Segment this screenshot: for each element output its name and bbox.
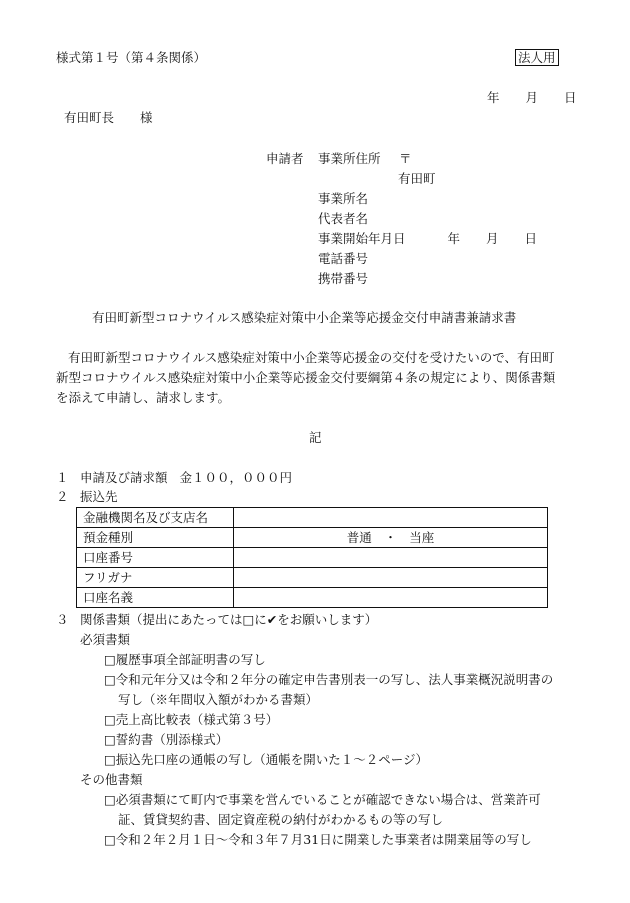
addressee-name: 有田町長	[64, 110, 115, 125]
section-1	[80, 470, 292, 486]
deposit-type-value[interactable]: 普通 ・ 当座	[234, 528, 548, 548]
required-item-2-cont: 写し（※年間収入額がわかる書類）	[118, 692, 319, 707]
body-line-1: 有田町新型コロナウイルス感染症対策中小企業等応援金の交付を受けたいので、有田町	[68, 350, 555, 365]
section-3-label: 関係書類（提出にあたっては□に✔をお願いします）	[80, 612, 378, 627]
body-line-2: 新型コロナウイルス感染症対策中小企業等応援金交付要綱第４条の規定により、関係書類	[56, 370, 556, 385]
required-item-4[interactable]: □誓約書（別添様式）	[104, 732, 229, 747]
phone-label: 電話番号	[318, 251, 369, 266]
account-number-label: 口座番号	[77, 548, 234, 568]
account-number-value[interactable]	[234, 548, 548, 568]
representative-label: 代表者名	[318, 211, 369, 226]
date-day: 日	[564, 90, 577, 105]
required-item-1[interactable]: □履歴事項全部証明書の写し	[104, 652, 266, 667]
bank-name-label: 金融機関名及び支店名	[77, 508, 234, 528]
mobile-label: 携帯番号	[318, 271, 369, 286]
bank-account-table	[76, 507, 548, 608]
account-holder-label: 口座名義	[77, 588, 234, 608]
document-title: 有田町新型コロナウイルス感染症対策中小企業等応援金交付申請書兼請求書	[92, 310, 517, 325]
form-number: 様式第１号（第４条関係）	[56, 50, 207, 65]
other-item-1-cont: 証、賃貸契約書、固定資産税の納付がわかるもの等の写し	[118, 812, 444, 827]
deposit-type-label: 預金種別	[77, 528, 234, 548]
addressee-honorific: 様	[140, 110, 153, 125]
applicant-label: 申請者	[266, 151, 304, 166]
bank-name-value[interactable]	[234, 508, 548, 528]
business-start-line	[318, 231, 537, 247]
section-2-label: 振込先	[80, 489, 118, 504]
table-row	[77, 588, 548, 608]
required-item-5[interactable]: □振込先口座の通帳の写し（通帳を開いた１～２ページ）	[104, 752, 429, 767]
table-row	[77, 508, 548, 528]
date-year: 年	[487, 90, 500, 105]
furigana-value[interactable]	[234, 568, 548, 588]
business-start-label: 事業開始年月日	[318, 231, 406, 246]
start-month: 月	[486, 231, 499, 246]
section-3-number: ３	[56, 612, 69, 627]
date-month: 月	[525, 90, 539, 105]
table-row	[77, 528, 548, 548]
start-year: 年	[447, 231, 461, 246]
address-label: 事業所住所	[318, 151, 381, 166]
other-item-1[interactable]: □必須書類にて町内で事業を営んでいることが確認できない場合は、営業許可	[104, 792, 541, 807]
account-holder-value[interactable]	[234, 588, 548, 608]
business-name-label: 事業所名	[318, 191, 369, 206]
table-row	[77, 568, 548, 588]
section-1-label: 申請及び請求額	[80, 470, 168, 485]
addressee	[64, 110, 153, 126]
start-day: 日	[524, 231, 538, 246]
ki-heading: 記	[309, 430, 322, 445]
required-docs-label: 必須書類	[80, 632, 131, 647]
required-item-3[interactable]: □売上高比較表（様式第３号）	[104, 712, 279, 727]
other-docs-label: その他書類	[80, 772, 143, 787]
other-item-2[interactable]: □令和２年２月１日～令和３年７月31日に開業した事業者は開業届等の写し	[104, 832, 532, 847]
date-line	[487, 90, 577, 106]
required-item-2[interactable]: □令和元年分又は令和２年分の確定申告書別表一の写し、法人事業概況説明書の	[104, 672, 554, 687]
corporate-badge: 法人用	[515, 49, 559, 66]
section-1-amount: 金１００，０００円	[179, 470, 293, 485]
town-name: 有田町	[398, 171, 436, 186]
furigana-label: フリガナ	[77, 568, 234, 588]
section-1-number: １	[56, 470, 69, 485]
table-row	[77, 548, 548, 568]
postal-mark: 〒	[399, 151, 412, 166]
body-line-3: を添えて申請し、請求します。	[56, 390, 231, 405]
section-2-number: ２	[56, 489, 69, 504]
